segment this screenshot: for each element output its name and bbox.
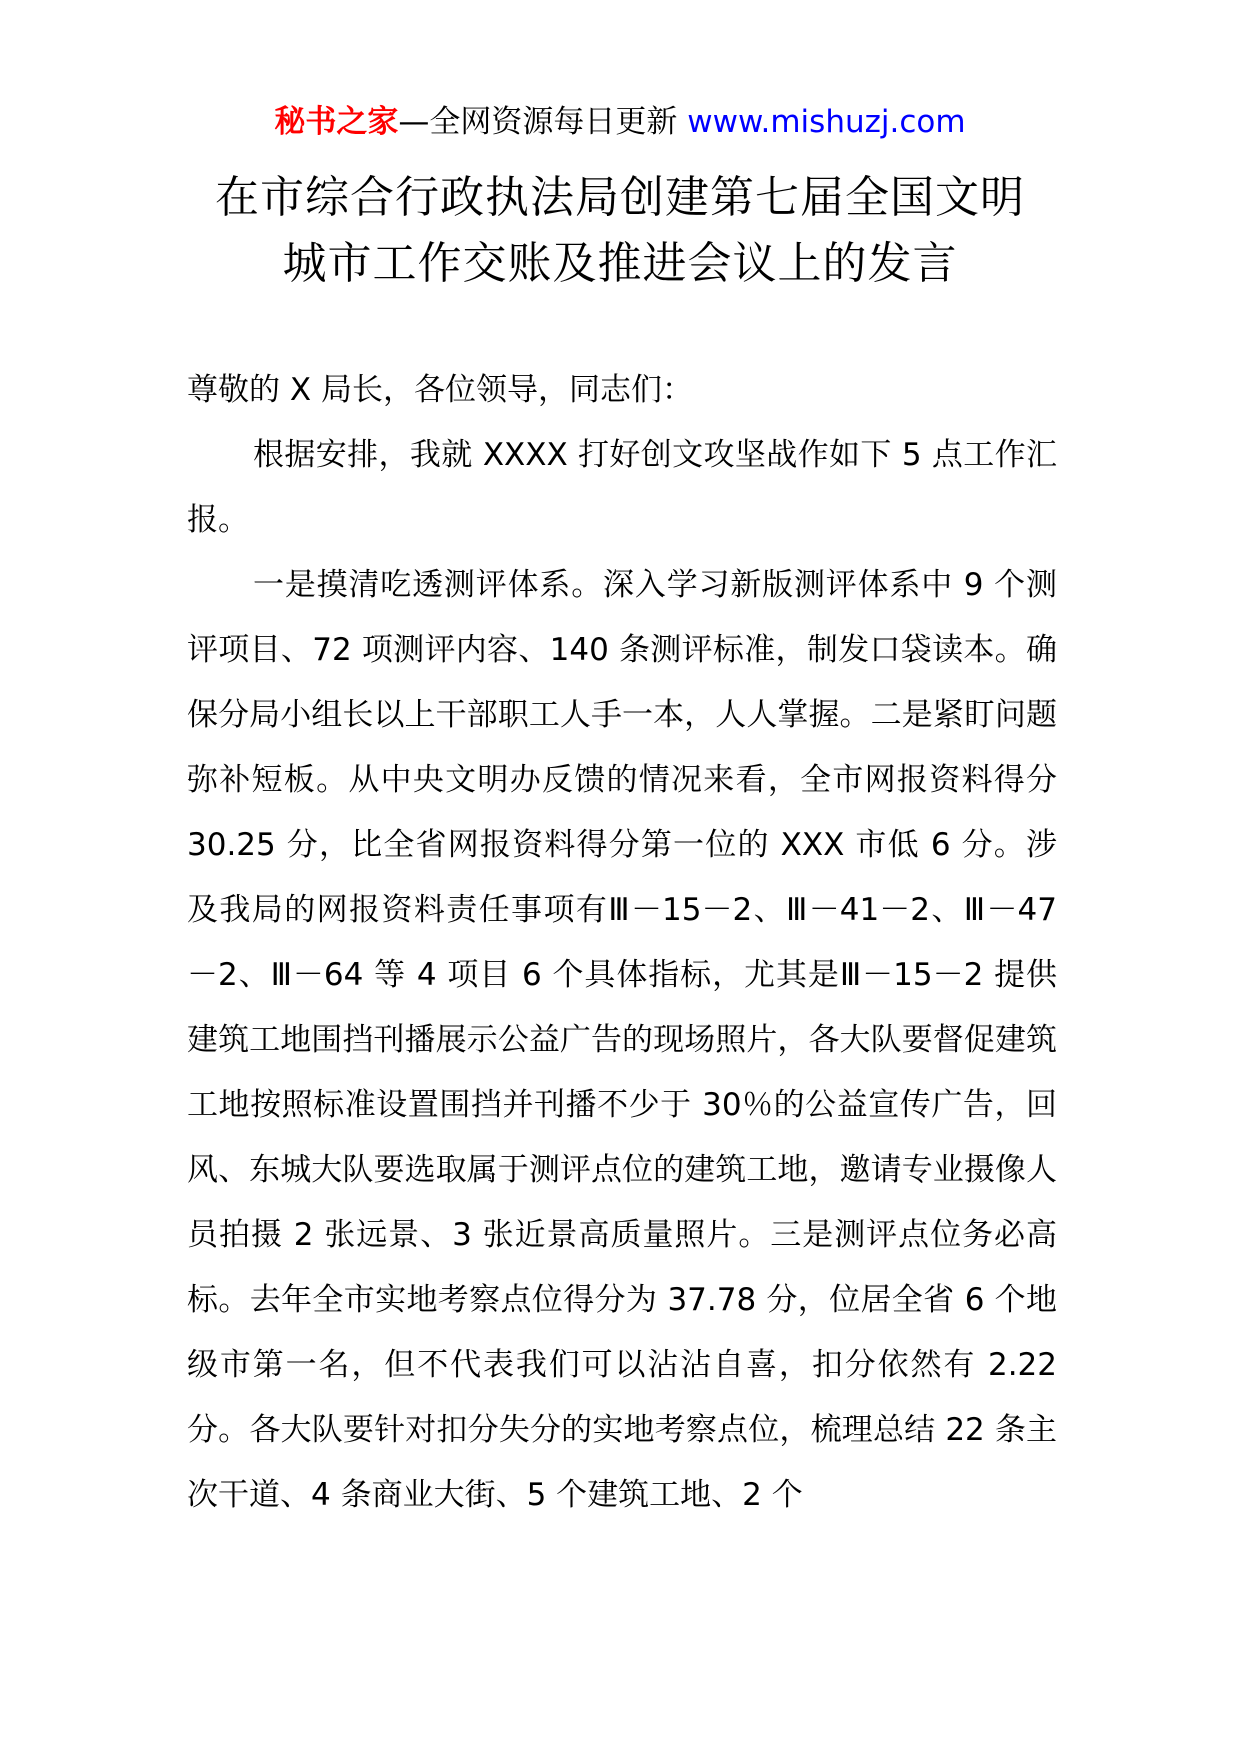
site-url-link[interactable]: www.mishuzj.com bbox=[687, 104, 966, 140]
body-paragraph: 一是摸清吃透测评体系。深入学习新版测评体系中 9 个测评项目、72 项测评内容、140 条测评标准，制发口袋读本。确保分局小组长以上干部职工人手一本，人人掌握。二是紧盯问题弥补短板。从中央文明办反馈的情况来看，全市网报资料得分 30.25 分，比全省网报资料得分第一位的 XXX 市低 6 分。涉及我局的网报资料责任事项有Ⅲ－15－2、Ⅲ－41－2、Ⅲ－47－2、Ⅲ－64 等 4 项目 6 个具体指标，尤其是Ⅲ－15－2 提供建筑工地围挡刊播展示公益广告的现场照片，各大队要督促建筑工地按照标准设置围挡并刊播不少于 30％的公益宣传广告，回风、东城大队要选取属于测评点位的建筑工地，邀请专业摄像人员拍摄 2 张远景、3 张近景高质量照片。三是测评点位务必高标。去年全市实地考察点位得分为 37.78 分，位居全省 6 个地级市第一名，但不代表我们可以沾沾自喜，扣分依然有 2.22 分。各大队要针对扣分失分的实地考察点位，梳理总结 22 条主次干道、4 条商业大街、5 个建筑工地、2 个 bbox=[187, 567, 1057, 1513]
title-line-1: 在市综合行政执法局创建第七届全国文明 bbox=[215, 172, 1025, 223]
title-line-2: 城市工作交账及推进会议上的发言 bbox=[282, 238, 958, 289]
document-title bbox=[150, 165, 1090, 297]
document-body bbox=[187, 358, 1057, 1528]
site-header bbox=[0, 102, 1240, 142]
brand-name: 秘书之家 bbox=[274, 104, 399, 140]
salutation: 尊敬的 X 局长，各位领导，同志们： bbox=[187, 372, 693, 408]
header-tagline: —全网资源每日更新 bbox=[398, 104, 688, 140]
body-paragraph: 根据安排，我就 XXXX 打好创文攻坚战作如下 5 点工作汇报。 bbox=[187, 437, 1057, 538]
